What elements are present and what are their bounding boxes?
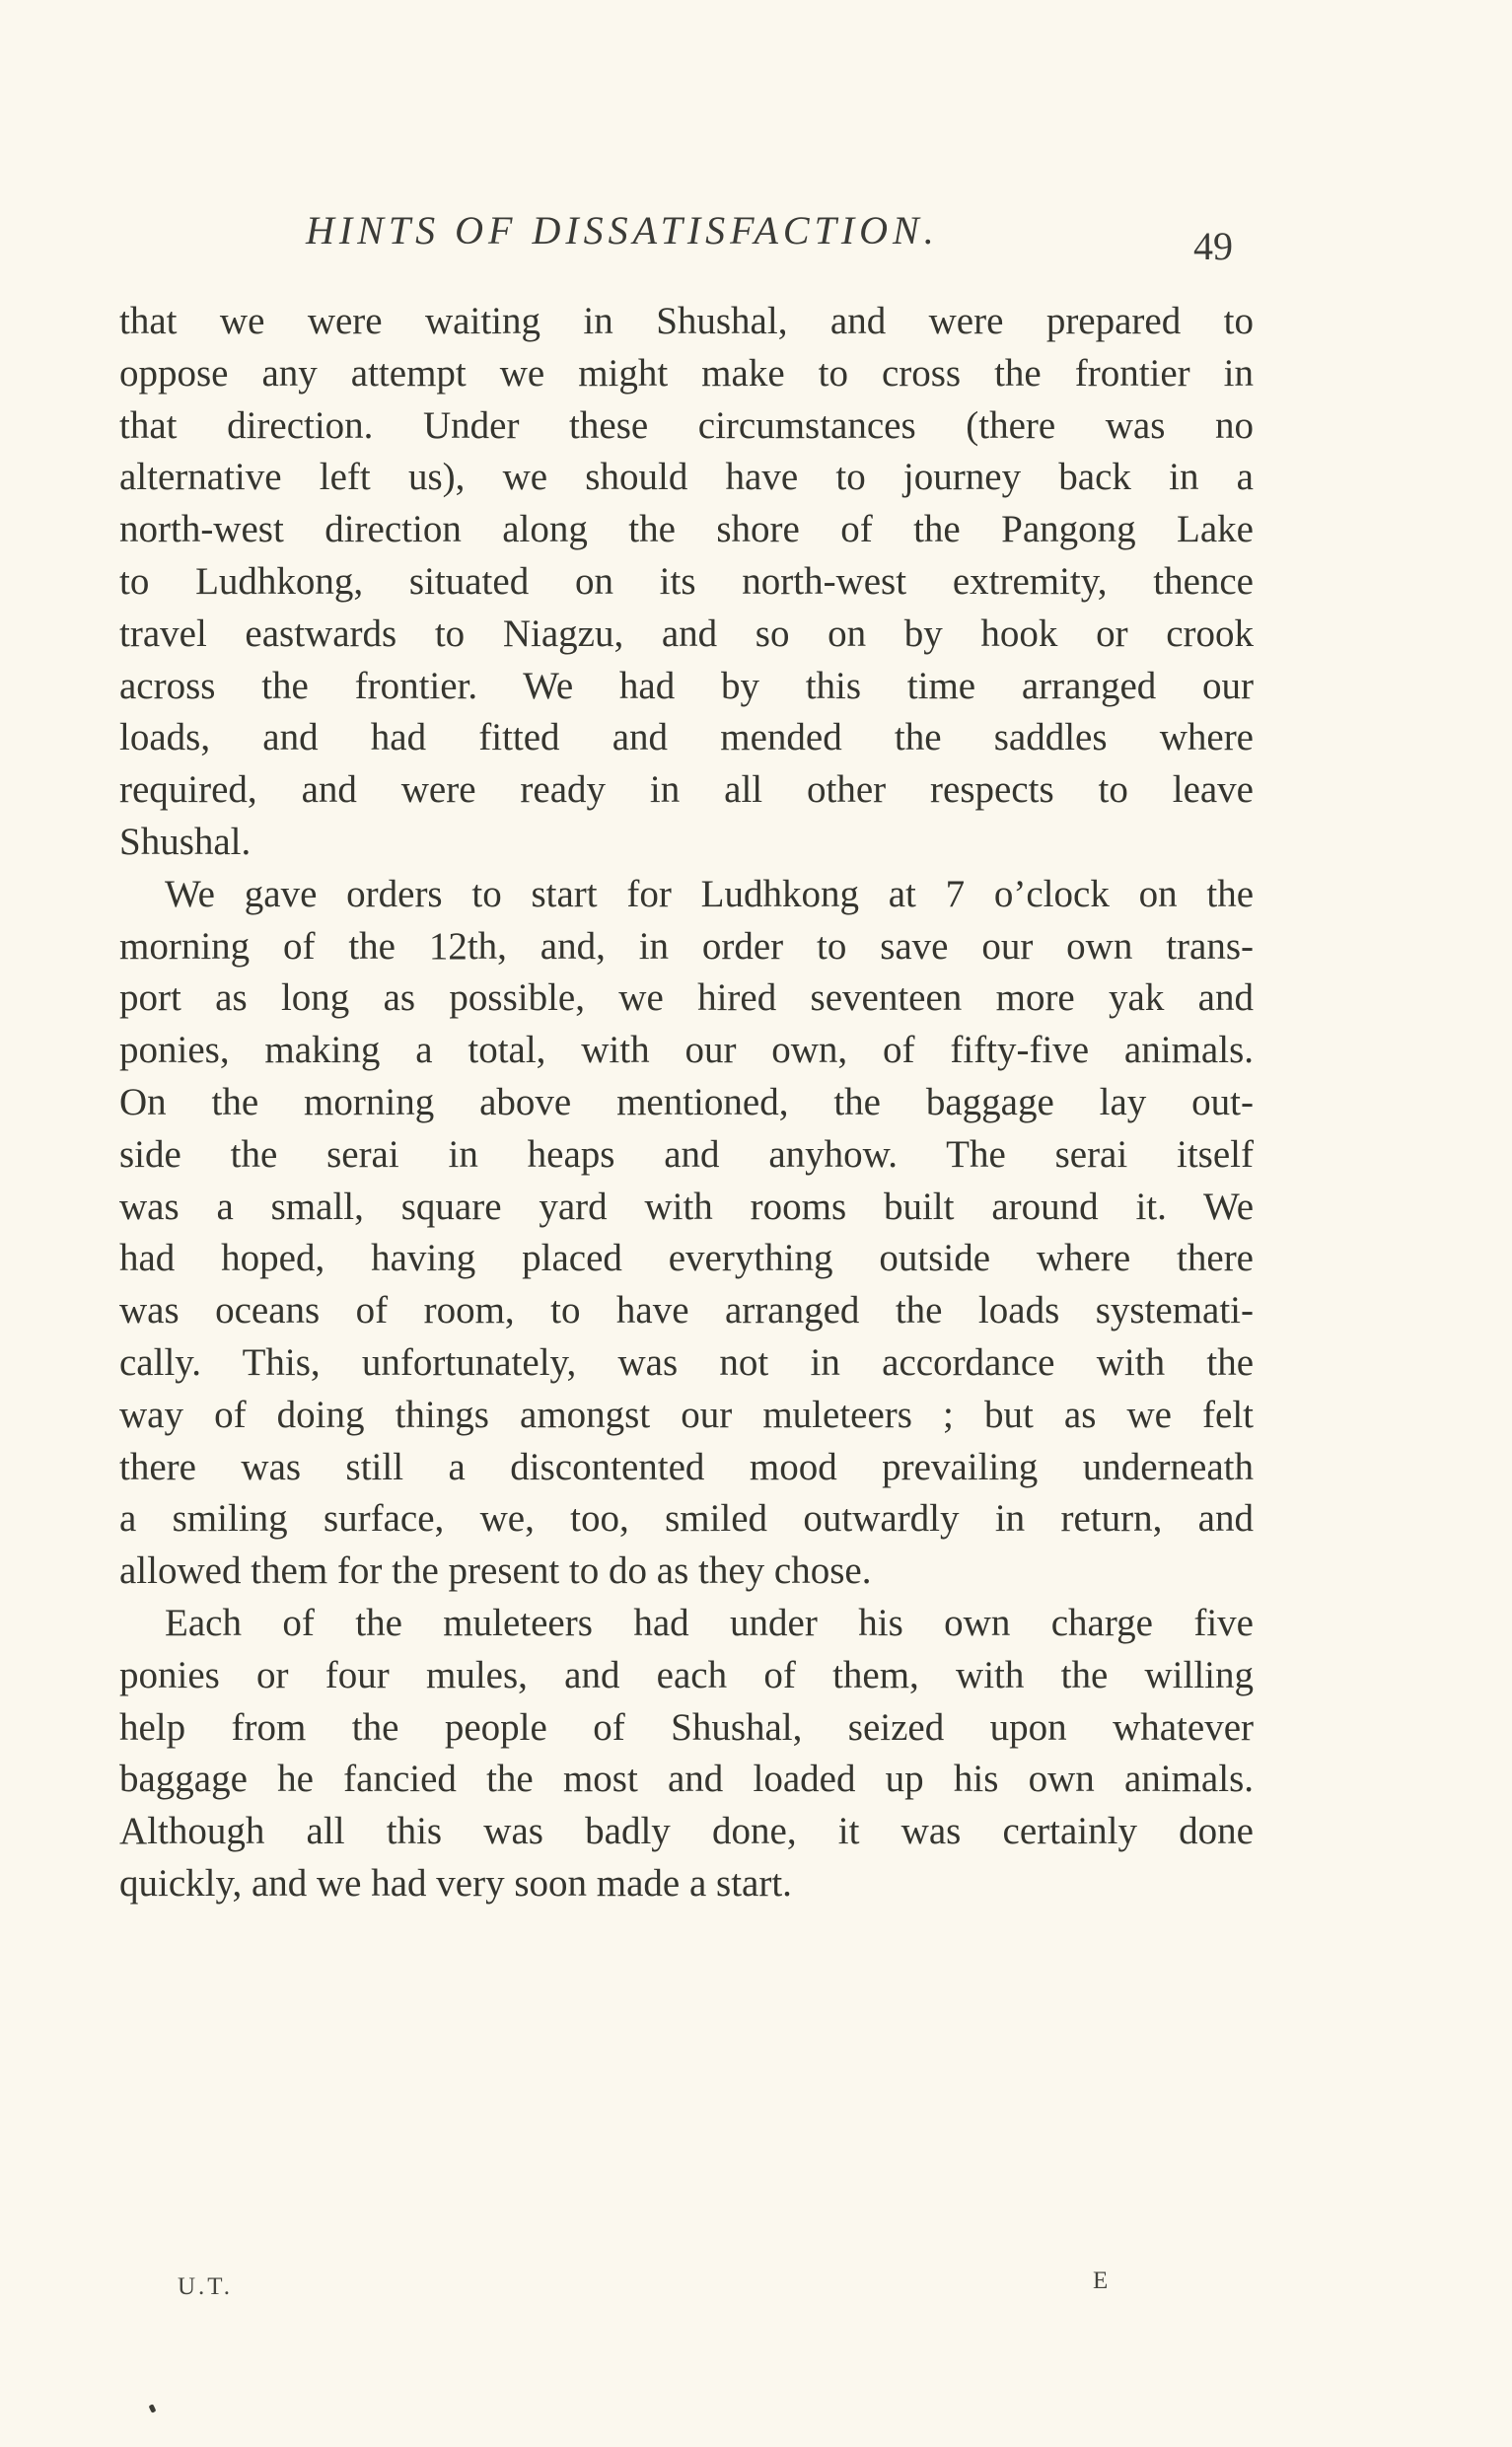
body-text (119, 296, 1254, 1910)
text-line: that we were waiting in Shushal, and were prepared to (119, 300, 1254, 342)
text-line: alternative left us), we should have to journey back in a (119, 456, 1254, 499)
text-line: We gave orders to start for Ludhkong at 7 o’clock on the (165, 872, 1254, 915)
page-number: 49 (1193, 224, 1233, 268)
text-line: morning of the 12th, and, in order to save our own trans- (119, 924, 1254, 968)
text-line: ponies or four mules, and each of them, with the willing (119, 1653, 1254, 1696)
sheet-letter: E (1093, 2267, 1112, 2294)
text-line: ponies, making a total, with our own, of fifty-five animals. (119, 1029, 1254, 1072)
text-line: that direction. Under these circumstances (there was no (119, 403, 1254, 447)
text-line: across the frontier. We had by this time arranged our (119, 664, 1254, 707)
text-line: cally. This, unfortunately, was not in accordance with the (119, 1340, 1254, 1384)
text-line: quickly, and we had very soon made a start. (119, 1861, 792, 1905)
text-line: there was still a discontented mood prevailing underneath (119, 1445, 1254, 1488)
text-line: Each of the muleteers had under his own charge five (165, 1601, 1254, 1644)
text-line: was a small, square yard with rooms built around it. We (119, 1185, 1254, 1228)
text-line: loads, and had fitted and mended the saddles where (119, 716, 1254, 759)
text-line: was oceans of room, to have arranged the loads systemati- (119, 1289, 1254, 1332)
signature-mark: U.T. (178, 2273, 233, 2300)
text-line: oppose any attempt we might make to cross the frontier in (119, 351, 1254, 395)
running-title: HINTS OF DISSATISFACTION. (306, 208, 939, 252)
running-head (118, 207, 1262, 266)
ink-speck (149, 2404, 157, 2412)
text-line: a smiling surface, we, too, smiled outwardly in return, and (119, 1497, 1254, 1541)
text-line: required, and were ready in all other respects to leave (119, 768, 1254, 812)
text-line: allowed them for the present to do as they chose. (119, 1549, 872, 1593)
text-line: port as long as possible, we hired seventeen more yak and (119, 976, 1254, 1020)
text-line: to Ludhkong, situated on its north-west extremity, thence (119, 559, 1254, 603)
page-footer (0, 2267, 1512, 2313)
text-line: had hoped, having placed everything outside where there (119, 1237, 1254, 1280)
text-line: On the morning above mentioned, the baggage lay out- (119, 1080, 1254, 1123)
text-line: way of doing things amongst our muleteers ; but as we felt (119, 1393, 1254, 1436)
text-line: Although all this was badly done, it was certainly done (119, 1810, 1254, 1853)
text-line: baggage he fancied the most and loaded up his own animals. (119, 1758, 1254, 1801)
text-line: side the serai in heaps and anyhow. The serai itself (119, 1132, 1254, 1176)
text-line: north-west direction along the shore of the Pangong Lake (119, 508, 1254, 551)
text-line: travel eastwards to Niagzu, and so on by hook or crook (119, 612, 1254, 655)
text-line: Shushal. (119, 820, 252, 863)
text-line: help from the people of Shushal, seized upon whatever (119, 1705, 1254, 1749)
